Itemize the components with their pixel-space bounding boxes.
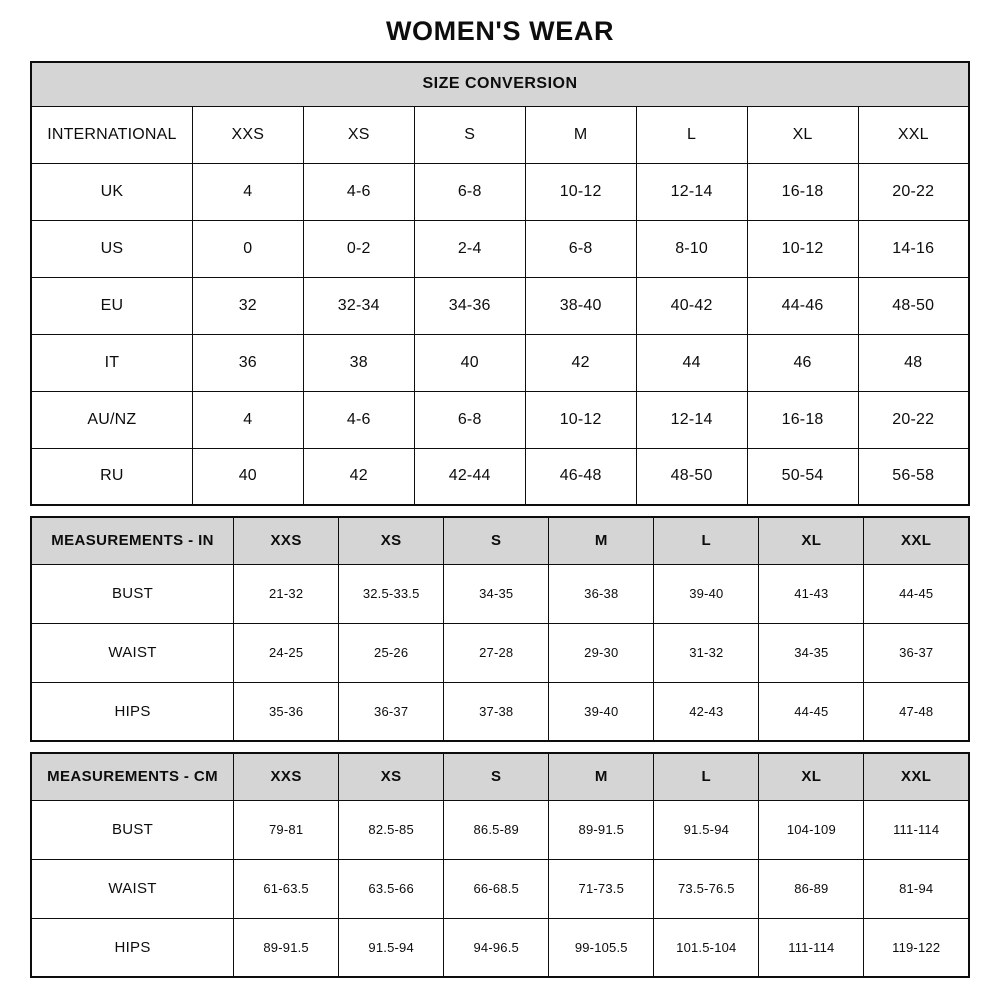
cell: 31-32: [654, 623, 759, 682]
cell: 12-14: [636, 391, 747, 448]
cell: 25-26: [339, 623, 444, 682]
cell: 94-96.5: [444, 918, 549, 977]
table-row: [31, 277, 969, 334]
cell: 16-18: [747, 391, 858, 448]
cell: 2-4: [414, 220, 525, 277]
cell: 86-89: [759, 859, 864, 918]
cell: 16-18: [747, 163, 858, 220]
cell: 56-58: [858, 448, 969, 505]
row-label: HIPS: [31, 918, 234, 977]
column-header: S: [444, 753, 549, 800]
cell: 0: [192, 220, 303, 277]
cell: 4-6: [303, 163, 414, 220]
table-row: [31, 163, 969, 220]
column-header: XXL: [858, 106, 969, 163]
header-row: [31, 753, 969, 800]
row-label: US: [31, 220, 192, 277]
cell: 111-114: [759, 918, 864, 977]
column-header: XS: [339, 517, 444, 564]
cell: 34-35: [444, 564, 549, 623]
page-title: WOMEN'S WEAR: [385, 16, 615, 46]
cell: 50-54: [747, 448, 858, 505]
cell: 40: [414, 334, 525, 391]
cell: 0-2: [303, 220, 414, 277]
cell: 42: [525, 334, 636, 391]
measurements-in-table: [30, 516, 970, 742]
table-title-row: [31, 62, 969, 106]
cell: 40: [192, 448, 303, 505]
cell: 41-43: [759, 564, 864, 623]
cell: 10-12: [747, 220, 858, 277]
column-header: XL: [759, 517, 864, 564]
cell: 91.5-94: [654, 800, 759, 859]
cell: 35-36: [234, 682, 339, 741]
table-row: [31, 564, 969, 623]
column-header: MEASUREMENTS - IN: [31, 517, 234, 564]
cell: 44-46: [747, 277, 858, 334]
column-header: S: [414, 106, 525, 163]
cell: 82.5-85: [339, 800, 444, 859]
cell: 66-68.5: [444, 859, 549, 918]
cell: 39-40: [549, 682, 654, 741]
column-header: L: [636, 106, 747, 163]
row-label: HIPS: [31, 682, 234, 741]
size-conversion-table: [30, 61, 970, 506]
cell: 38: [303, 334, 414, 391]
column-header: MEASUREMENTS - CM: [31, 753, 234, 800]
table-row: [31, 391, 969, 448]
cell: 48-50: [636, 448, 747, 505]
cell: 36: [192, 334, 303, 391]
cell: 48: [858, 334, 969, 391]
cell: 6-8: [414, 163, 525, 220]
column-header: INTERNATIONAL: [31, 106, 192, 163]
cell: 32: [192, 277, 303, 334]
row-label: BUST: [31, 564, 234, 623]
column-header: M: [549, 517, 654, 564]
table-row: [31, 448, 969, 505]
column-header: L: [654, 517, 759, 564]
cell: 44: [636, 334, 747, 391]
cell: 44-45: [759, 682, 864, 741]
table-row: [31, 220, 969, 277]
cell: 4-6: [303, 391, 414, 448]
cell: 6-8: [414, 391, 525, 448]
column-header: XXS: [234, 753, 339, 800]
row-label: IT: [31, 334, 192, 391]
cell: 89-91.5: [549, 800, 654, 859]
row-label: RU: [31, 448, 192, 505]
table-title: SIZE CONVERSION: [31, 62, 969, 106]
cell: 21-32: [234, 564, 339, 623]
column-header: L: [654, 753, 759, 800]
measurements-cm-table: [30, 752, 970, 978]
column-header: S: [444, 517, 549, 564]
cell: 20-22: [858, 163, 969, 220]
column-header: M: [525, 106, 636, 163]
cell: 6-8: [525, 220, 636, 277]
cell: 111-114: [864, 800, 969, 859]
cell: 86.5-89: [444, 800, 549, 859]
cell: 10-12: [525, 163, 636, 220]
row-label: EU: [31, 277, 192, 334]
cell: 99-105.5: [549, 918, 654, 977]
cell: 42-44: [414, 448, 525, 505]
cell: 81-94: [864, 859, 969, 918]
table-row: [31, 623, 969, 682]
cell: 61-63.5: [234, 859, 339, 918]
column-header: XXS: [192, 106, 303, 163]
column-header: XS: [303, 106, 414, 163]
cell: 14-16: [858, 220, 969, 277]
row-label: WAIST: [31, 859, 234, 918]
row-label: BUST: [31, 800, 234, 859]
table-row: [31, 682, 969, 741]
column-header: M: [549, 753, 654, 800]
cell: 32-34: [303, 277, 414, 334]
cell: 119-122: [864, 918, 969, 977]
cell: 38-40: [525, 277, 636, 334]
cell: 46: [747, 334, 858, 391]
cell: 4: [192, 163, 303, 220]
table-row: [31, 800, 969, 859]
column-header: XXL: [864, 753, 969, 800]
table-row: [31, 334, 969, 391]
cell: 10-12: [525, 391, 636, 448]
cell: 104-109: [759, 800, 864, 859]
row-label: UK: [31, 163, 192, 220]
cell: 8-10: [636, 220, 747, 277]
cell: 79-81: [234, 800, 339, 859]
cell: 47-48: [864, 682, 969, 741]
cell: 91.5-94: [339, 918, 444, 977]
cell: 29-30: [549, 623, 654, 682]
cell: 36-38: [549, 564, 654, 623]
cell: 101.5-104: [654, 918, 759, 977]
cell: 44-45: [864, 564, 969, 623]
cell: 34-35: [759, 623, 864, 682]
cell: 73.5-76.5: [654, 859, 759, 918]
cell: 46-48: [525, 448, 636, 505]
cell: 24-25: [234, 623, 339, 682]
cell: 48-50: [858, 277, 969, 334]
cell: 37-38: [444, 682, 549, 741]
cell: 12-14: [636, 163, 747, 220]
row-label: AU/NZ: [31, 391, 192, 448]
cell: 4: [192, 391, 303, 448]
column-header: XXL: [864, 517, 969, 564]
cell: 36-37: [339, 682, 444, 741]
table-row: [31, 859, 969, 918]
column-header: XS: [339, 753, 444, 800]
row-label: WAIST: [31, 623, 234, 682]
header-row: [31, 517, 969, 564]
cell: 42: [303, 448, 414, 505]
cell: 71-73.5: [549, 859, 654, 918]
cell: 34-36: [414, 277, 525, 334]
column-header: XXS: [234, 517, 339, 564]
cell: 20-22: [858, 391, 969, 448]
column-header: XL: [759, 753, 864, 800]
cell: 32.5-33.5: [339, 564, 444, 623]
header-row: [31, 106, 969, 163]
cell: 27-28: [444, 623, 549, 682]
column-header: XL: [747, 106, 858, 163]
cell: 42-43: [654, 682, 759, 741]
cell: 39-40: [654, 564, 759, 623]
cell: 36-37: [864, 623, 969, 682]
cell: 40-42: [636, 277, 747, 334]
table-row: [31, 918, 969, 977]
cell: 89-91.5: [234, 918, 339, 977]
cell: 63.5-66: [339, 859, 444, 918]
